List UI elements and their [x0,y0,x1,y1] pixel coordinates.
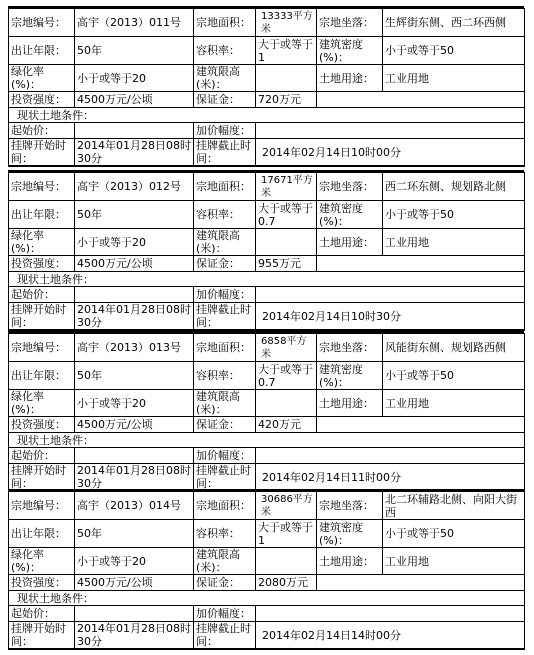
parcel-far: 大于或等于0.7 [256,201,317,229]
parcel-start-price [75,287,194,303]
parcel-increment [256,287,525,303]
parcel-area: 6858平方米 [256,334,317,362]
parcel-density: 小于或等于50 [383,201,525,229]
parcel-list-end: 2014年02月14日14时00分 [256,622,525,650]
row-term-far-density [9,362,525,390]
row-listing-times [9,303,525,331]
empty-cell [317,92,525,108]
parcel-table-1 [8,6,524,167]
parcel-green: 小于或等于20 [75,390,194,417]
code-label: 宗地编号： [9,492,75,520]
parcel-code: 高宇（2013）012号 [75,173,194,201]
parcel-use: 工业用地 [383,229,525,256]
list-start-label: 挂牌开始时间： [9,139,75,167]
row-code-area-location [9,334,525,362]
density-label: 建筑密度(%)： [317,520,383,548]
term-label: 出让年限： [9,520,75,548]
parcel-list-end: 2014年02月14日10时30分 [256,303,525,331]
location-label: 宗地坐落： [317,173,383,201]
deposit-label: 保证金： [194,92,256,108]
parcel-term: 50年 [75,520,194,548]
row-listing-times [9,622,525,650]
parcel-list-start: 2014年01月28日08时30分 [75,464,194,492]
row-price-increment [9,606,525,622]
term-label: 出让年限： [9,37,75,65]
location-label: 宗地坐落： [317,334,383,362]
parcel-code: 高宇（2013）014号 [75,492,194,520]
list-start-label: 挂牌开始时间： [9,622,75,650]
height-label: 建筑限高(米)： [194,229,256,256]
row-invest-deposit [9,417,525,433]
parcel-table-2 [8,170,524,331]
height-label: 建筑限高(米)： [194,65,256,92]
empty-cell [317,575,525,591]
parcel-deposit: 2080万元 [256,575,317,591]
row-invest-deposit [9,256,525,272]
row-invest-deposit [9,92,525,108]
status-label: 现状土地条件： [9,272,525,287]
row-status [9,108,525,123]
green-label: 绿化率(%)： [9,65,75,92]
status-label: 现状土地条件： [9,591,525,606]
row-status [9,272,525,287]
row-green-height-use [9,390,525,417]
location-label: 宗地坐落： [317,492,383,520]
use-label: 土地用途： [317,548,383,575]
parcel-term: 50年 [75,362,194,390]
height-label: 建筑限高(米)： [194,548,256,575]
parcel-list-start: 2014年01月28日08时30分 [75,139,194,167]
code-label: 宗地编号： [9,173,75,201]
parcel-height [256,390,317,417]
area-label: 宗地面积： [194,334,256,362]
empty-cell [317,417,525,433]
row-price-increment [9,123,525,139]
parcel-start-price [75,123,194,139]
parcel-area: 17671平方米 [256,173,317,201]
parcel-density: 小于或等于50 [383,37,525,65]
parcel-increment [256,123,525,139]
parcel-code: 高宇（2013）013号 [75,334,194,362]
parcel-deposit: 720万元 [256,92,317,108]
parcel-height [256,65,317,92]
row-price-increment [9,287,525,303]
far-label: 容积率： [194,362,256,390]
row-code-area-location [9,173,525,201]
parcel-height [256,548,317,575]
increment-label: 加价幅度： [194,287,256,303]
parcel-location: 西二环东侧、规划路北侧 [383,173,525,201]
list-end-label: 挂牌截止时间： [194,303,256,331]
parcel-code: 高宇（2013）011号 [75,9,194,37]
increment-label: 加价幅度： [194,606,256,622]
parcel-increment [256,448,525,464]
density-label: 建筑密度(%)： [317,201,383,229]
parcel-list-end: 2014年02月14日11时00分 [256,464,525,492]
list-end-label: 挂牌截止时间： [194,622,256,650]
deposit-label: 保证金： [194,417,256,433]
empty-cell [317,256,525,272]
deposit-label: 保证金： [194,256,256,272]
list-end-label: 挂牌截止时间： [194,139,256,167]
parcel-area: 13333平方米 [256,9,317,37]
use-label: 土地用途： [317,390,383,417]
list-end-label: 挂牌截止时间： [194,464,256,492]
row-listing-times [9,139,525,167]
parcel-list-end: 2014年02月14日10时00分 [256,139,525,167]
far-label: 容积率： [194,37,256,65]
parcel-deposit: 420万元 [256,417,317,433]
code-label: 宗地编号： [9,9,75,37]
parcel-list-start: 2014年01月28日08时30分 [75,303,194,331]
row-invest-deposit [9,575,525,591]
code-label: 宗地编号： [9,334,75,362]
parcel-height [256,229,317,256]
green-label: 绿化率(%)： [9,229,75,256]
row-code-area-location [9,9,525,37]
status-label: 现状土地条件： [9,108,525,123]
increment-label: 加价幅度： [194,123,256,139]
parcel-use: 工业用地 [383,65,525,92]
start-price-label: 起始价： [9,448,75,464]
row-status [9,433,525,448]
row-term-far-density [9,37,525,65]
parcel-table-4 [8,489,524,650]
row-code-area-location [9,492,525,520]
parcel-location: 风能街东侧、规划路西侧 [383,334,525,362]
far-label: 容积率： [194,201,256,229]
density-label: 建筑密度(%)： [317,362,383,390]
invest-label: 投资强度： [9,417,75,433]
parcel-green: 小于或等于20 [75,65,194,92]
density-label: 建筑密度(%)： [317,37,383,65]
row-green-height-use [9,65,525,92]
invest-label: 投资强度： [9,256,75,272]
parcel-density: 小于或等于50 [383,362,525,390]
list-start-label: 挂牌开始时间： [9,303,75,331]
parcel-deposit: 955万元 [256,256,317,272]
parcel-start-price [75,448,194,464]
row-status [9,591,525,606]
location-label: 宗地坐落： [317,9,383,37]
invest-label: 投资强度： [9,92,75,108]
start-price-label: 起始价： [9,287,75,303]
parcel-far: 大于或等于1 [256,37,317,65]
start-price-label: 起始价： [9,123,75,139]
parcel-density: 小于或等于50 [383,520,525,548]
parcel-increment [256,606,525,622]
status-label: 现状土地条件： [9,433,525,448]
parcel-invest: 4500万元/公顷 [75,417,194,433]
use-label: 土地用途： [317,229,383,256]
parcel-far: 大于或等于1 [256,520,317,548]
row-green-height-use [9,548,525,575]
height-label: 建筑限高(米)： [194,390,256,417]
row-term-far-density [9,201,525,229]
row-price-increment [9,448,525,464]
area-label: 宗地面积： [194,173,256,201]
parcel-use: 工业用地 [383,548,525,575]
parcel-list-start: 2014年01月28日08时30分 [75,622,194,650]
list-start-label: 挂牌开始时间： [9,464,75,492]
row-green-height-use [9,229,525,256]
parcel-use: 工业用地 [383,390,525,417]
green-label: 绿化率(%)： [9,390,75,417]
parcel-green: 小于或等于20 [75,229,194,256]
parcel-invest: 4500万元/公顷 [75,575,194,591]
far-label: 容积率： [194,520,256,548]
parcel-green: 小于或等于20 [75,548,194,575]
parcel-location: 北二环辅路北侧、向阳大街西 [383,492,525,520]
area-label: 宗地面积： [194,492,256,520]
use-label: 土地用途： [317,65,383,92]
parcel-invest: 4500万元/公顷 [75,92,194,108]
deposit-label: 保证金： [194,575,256,591]
parcel-far: 大于或等于0.7 [256,362,317,390]
parcel-location: 生辉街东侧、西二环西侧 [383,9,525,37]
parcel-start-price [75,606,194,622]
start-price-label: 起始价： [9,606,75,622]
parcel-area: 30686平方米 [256,492,317,520]
green-label: 绿化率(%)： [9,548,75,575]
parcel-term: 50年 [75,201,194,229]
parcel-table-3 [8,331,524,492]
term-label: 出让年限： [9,362,75,390]
invest-label: 投资强度： [9,575,75,591]
row-listing-times [9,464,525,492]
term-label: 出让年限： [9,201,75,229]
parcel-invest: 4500万元/公顷 [75,256,194,272]
parcel-term: 50年 [75,37,194,65]
row-term-far-density [9,520,525,548]
area-label: 宗地面积： [194,9,256,37]
increment-label: 加价幅度： [194,448,256,464]
